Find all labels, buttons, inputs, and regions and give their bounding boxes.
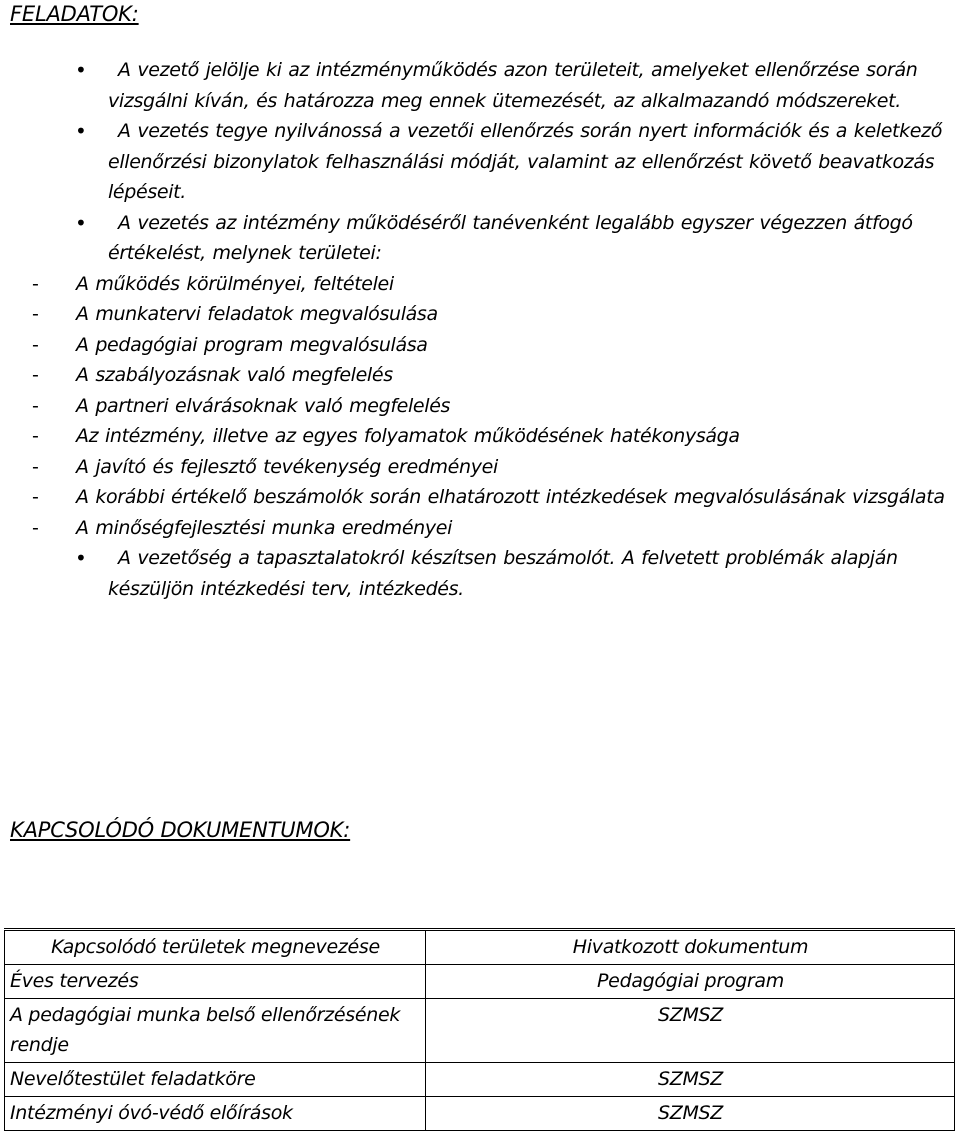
list-item: - A javító és fejlesztő tevékenység eredményei xyxy=(0,452,954,483)
list-item: - A pedagógiai program megvalósulása xyxy=(0,330,954,361)
dash-icon: - xyxy=(32,333,39,356)
list-item: - A szabályozásnak való megfelelés xyxy=(0,360,954,391)
list-item: - A működés körülményei, feltételei xyxy=(0,269,954,300)
task-item xyxy=(0,116,960,208)
task-item xyxy=(0,55,960,116)
list-item: - A minőségfejlesztési munka eredményei xyxy=(0,513,954,544)
list-item: - A partneri elvárásoknak való megfelelés xyxy=(0,391,954,422)
table-cell: SZMSZ xyxy=(426,999,955,1063)
dash-icon: - xyxy=(32,272,39,295)
table-cell: SZMSZ xyxy=(426,1063,955,1097)
dash-icon: - xyxy=(32,425,39,447)
table-cell: Pedagógiai program xyxy=(426,965,955,999)
list-item: - Az intézmény, illetve az egyes folyamatok működésének hatékonysága xyxy=(0,421,954,452)
task-text: A vezető jelölje ki az intézményműködés azon területeit, amelyeket ellenőrzése során vizsgálni kíván, és határozza meg ennek ütemezését, az alkalmazandó módszereket. xyxy=(108,59,918,112)
column-header: Hivatkozott dokumentum xyxy=(426,930,955,965)
table-cell: Intézményi óvó-védő előírások xyxy=(5,1097,426,1131)
related-documents-heading: KAPCSOLÓDÓ DOKUMENTUMOK: xyxy=(10,818,351,842)
list-item: - A korábbi értékelő beszámolók során elhatározott intézkedések megvalósulásának vizsgálata xyxy=(0,482,954,513)
bullet-icon: • xyxy=(75,546,87,570)
table-row xyxy=(5,1097,955,1131)
dash-icon: - xyxy=(32,364,39,386)
table-cell: A pedagógiai munka belső ellenőrzésének rendje xyxy=(5,999,426,1063)
table-cell: SZMSZ xyxy=(426,1097,955,1131)
table-cell: Nevelőtestület feladatköre xyxy=(5,1063,426,1097)
task-text: A vezetés az intézmény működéséről tanévenként legalább egyszer végezzen átfogó értékelést, melynek területei: xyxy=(108,211,913,264)
bullet-icon: • xyxy=(75,58,87,82)
task-text: A vezetőség a tapasztalatokról készítsen beszámolót. A felvetett problémák alapján készüljön intézkedési terv, intézkedés. xyxy=(108,547,898,600)
task-item xyxy=(0,208,960,544)
tasks-heading: FELADATOK: xyxy=(10,2,139,26)
evaluation-areas-list xyxy=(0,269,954,544)
dash-icon: - xyxy=(32,455,39,478)
table-header-row xyxy=(5,930,955,965)
table-cell: Éves tervezés xyxy=(5,965,426,999)
dash-icon: - xyxy=(32,303,39,325)
bullet-icon: • xyxy=(75,210,87,235)
table-row xyxy=(5,999,955,1063)
task-item xyxy=(0,543,960,604)
list-item: - A munkatervi feladatok megvalósulása xyxy=(0,299,954,330)
dash-icon: - xyxy=(32,486,39,508)
tasks-list xyxy=(0,55,960,604)
dash-icon: - xyxy=(32,516,39,539)
bullet-icon: • xyxy=(75,119,87,143)
task-text: A vezetés tegye nyilvánossá a vezetői ellenőrzés során nyert információk és a keletkező ellenőrzési bizonylatok felhasználási módját, valamint az ellenőrzést követő beavatkozás lépéseit. xyxy=(108,120,943,203)
dash-icon: - xyxy=(32,394,39,417)
table-row xyxy=(5,965,955,999)
table-row xyxy=(5,1063,955,1097)
column-header: Kapcsolódó területek megnevezése xyxy=(5,930,426,965)
related-documents-table xyxy=(4,928,955,1131)
